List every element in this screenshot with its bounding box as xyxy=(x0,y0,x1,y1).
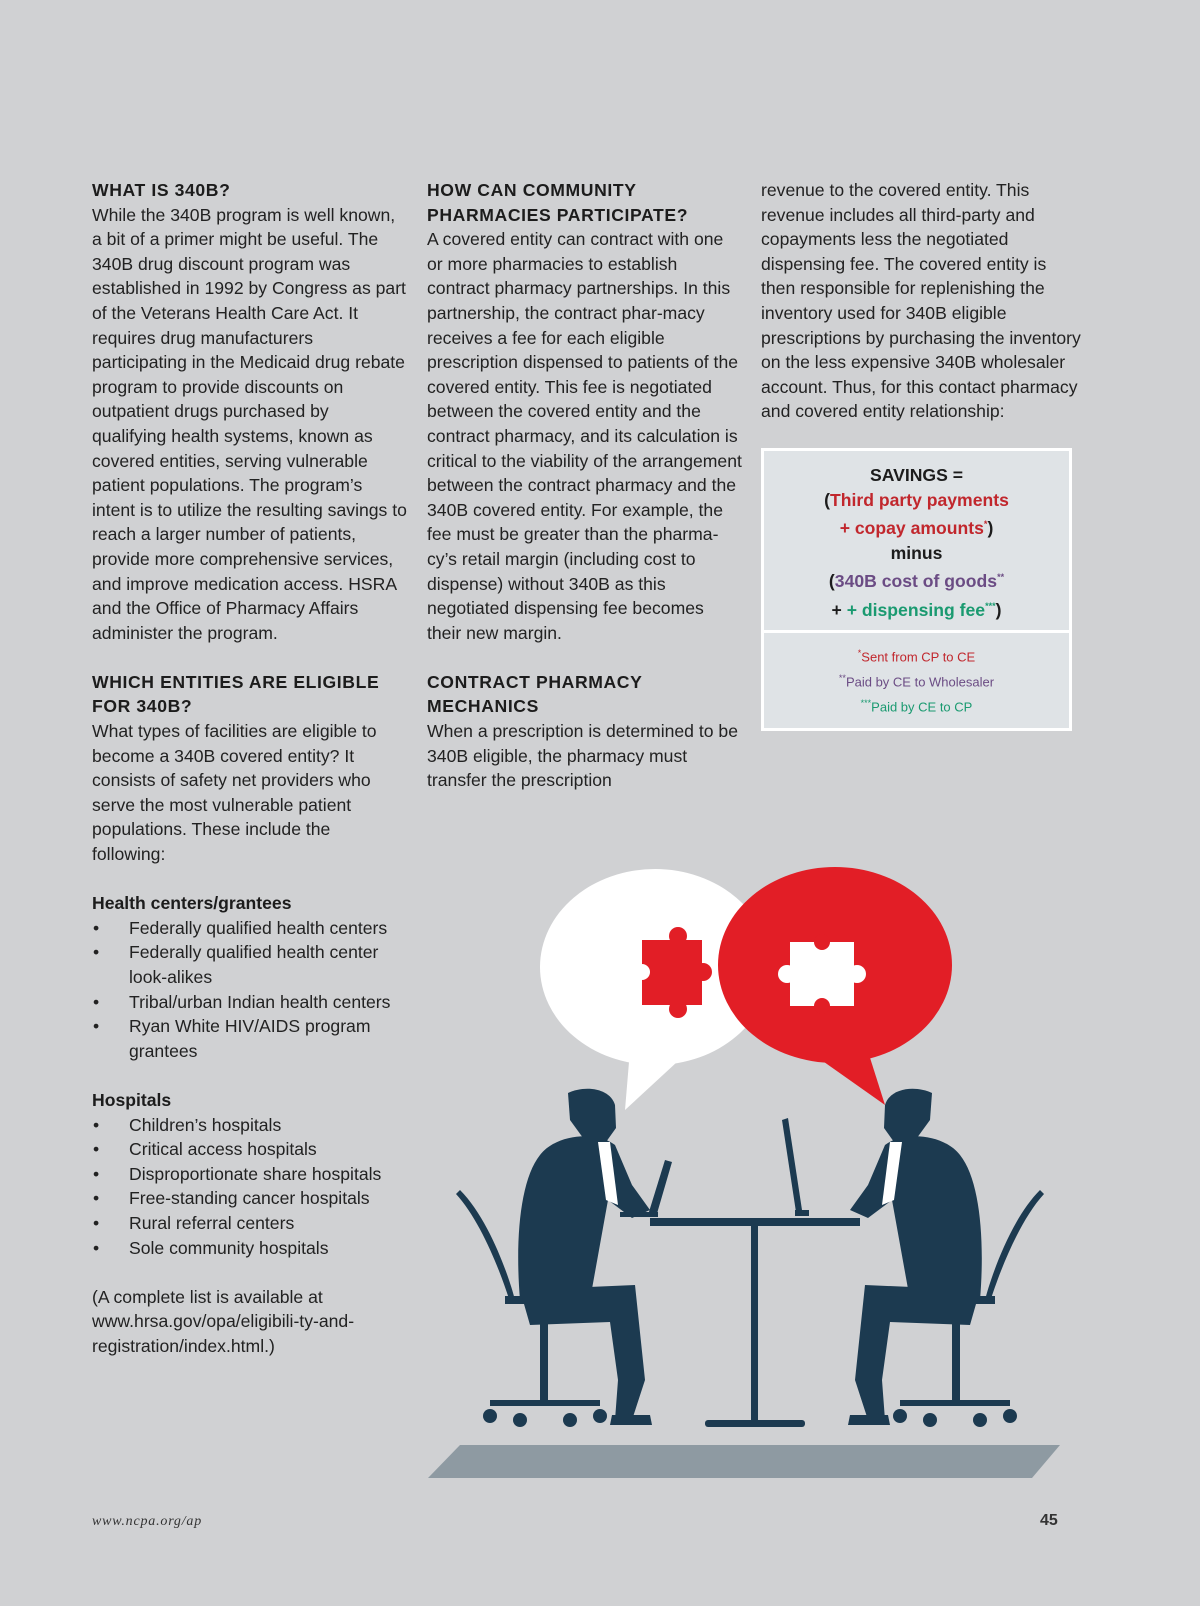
monitor-right xyxy=(782,1118,809,1216)
savings-formula: SAVINGS = (Third party payments + copay amounts*) minus (340B cost of goods** + + dispensing fee***) xyxy=(764,451,1069,630)
footnote-2: **Paid by CE to Wholesaler xyxy=(838,672,995,690)
white-puzzle-piece-icon xyxy=(778,934,866,1014)
footer-url: www.ncpa.org/ap xyxy=(92,1514,203,1529)
list-item: • Sole community hospitals xyxy=(92,1236,407,1261)
column-2 xyxy=(427,178,742,793)
health-centers-heading: Health centers/grantees xyxy=(92,893,292,914)
heading-what-is-340b: WHAT IS 340B? xyxy=(92,180,231,200)
column-1 xyxy=(92,178,407,1359)
heading-which-entities: WHICH ENTITIES ARE ELIGIBLE FOR 340B? xyxy=(92,671,380,717)
formula-dispensing-fee: + dispensing fee xyxy=(846,599,986,620)
footnote-1: *Sent from CP to CE xyxy=(857,648,976,665)
list-item: • Tribal/urban Indian health centers xyxy=(92,990,407,1015)
list-item: • Disproportionate share hospitals xyxy=(92,1162,407,1187)
bullet-icon: • xyxy=(93,942,100,963)
bullet-icon: • xyxy=(93,1139,100,1160)
paragraph-what-is-340b: While the 340B program is well known, a bit of a primer might be useful. The 340B drug discount program was established in 1992 by Congress as part of the Veterans Health Care Act. It requires drug manufacturers participating in the Medicaid drug rebate program to provide discounts on outpatient drugs purchased by qualifying health systems, known as covered entities, serving vulnerable patient populations. The program’s intent is to utilize the resulting savings to reach a larger number of patients, provide more comprehensive services, and improve medication access. HSRA and the Office of Pharmacy Affairs administer the program. xyxy=(92,204,407,643)
formula-cost-of-goods: 340B cost of goods xyxy=(834,571,998,592)
list-item: • Children’s hospitals xyxy=(92,1113,407,1138)
table xyxy=(650,1218,860,1427)
bullet-icon: • xyxy=(93,1237,100,1258)
footnote-3: ***Paid by CE to CP xyxy=(860,697,973,715)
floor-shadow xyxy=(428,1445,1060,1478)
column-3 xyxy=(761,178,1081,731)
bullet-icon: • xyxy=(93,917,100,938)
man-left xyxy=(518,1089,652,1425)
savings-formula-box xyxy=(761,448,1072,731)
bullet-icon: • xyxy=(93,1163,100,1184)
heading-contract-pharmacy-mechanics: CONTRACT PHARMACY MECHANICS xyxy=(427,671,643,717)
paragraph-community-pharmacies: A covered entity can contract with one or more pharmacies to establish contract pharmacy partnerships. In this partnership, the contract phar-macy receives a fee for each eligible prescription dispensed to patients of the covered entity. This fee is negotiated between the covered entity and the contract pharmacy, and its calculation is critical to the viability of the arrangement between the contract pharmacy and the 340B covered entity. For example, the fee must be greater than the pharma-cy’s retail margin (including cost to dispense) without 340B as this negotiated dispensing fee becomes their new margin. xyxy=(427,229,742,643)
hospitals-heading: Hospitals xyxy=(92,1089,172,1110)
formula-title: SAVINGS = xyxy=(869,464,964,485)
list-item: • Federally qualified health center look-alikes xyxy=(93,942,379,987)
formula-third-party-payments: Third party payments xyxy=(829,489,1009,510)
bullet-icon: • xyxy=(93,1016,100,1037)
formula-minus: minus xyxy=(890,542,943,563)
paragraph-revenue: revenue to the covered entity. This revenue includes all third-party and copayments less the negotiated dispensing fee. The covered entity is then responsible for replenishing the inventory used for 340B eligible prescriptions by purchasing the inventory on the less expensive 340B wholesaler account. Thus, for this contact pharmacy and covered entity relationship: xyxy=(761,180,1081,422)
formula-footnotes xyxy=(764,630,1069,727)
paragraph-contract-pharmacy-mechanics: When a prescription is determined to be 340B eligible, the pharmacy must transfer the prescription xyxy=(427,721,738,791)
formula-copay-amounts: + copay amounts xyxy=(839,517,984,538)
page-number: 45 xyxy=(1040,1512,1058,1529)
bullet-icon: • xyxy=(93,1114,100,1135)
list-item: • Critical access hospitals xyxy=(92,1137,407,1162)
hospitals-list xyxy=(92,1113,407,1261)
health-centers-list xyxy=(92,916,407,1064)
negotiation-illustration xyxy=(420,860,1080,1485)
list-item: • Free-standing cancer hospitals xyxy=(92,1186,407,1211)
list-item: • Ryan White HIV/AIDS program grantees xyxy=(93,1016,371,1061)
bullet-icon: • xyxy=(93,1188,100,1209)
red-puzzle-piece-icon xyxy=(634,927,712,1018)
list-item: • Rural referral centers xyxy=(92,1211,407,1236)
heading-community-pharmacies: HOW CAN COMMUNITY PHARMACIES PARTICIPATE? xyxy=(427,180,689,225)
bullet-icon: • xyxy=(93,991,100,1012)
bullet-icon: • xyxy=(93,1212,100,1233)
eligibility-list-note: (A complete list is available at www.hrsa.gov/opa/eligibili-ty-and-registration/index.html.) xyxy=(92,1286,355,1356)
paragraph-which-entities: What types of facilities are eligible to become a 340B covered entity? It consists of safety net providers who serve the most vulnerable patient populations. These include the following: xyxy=(92,721,377,865)
man-right xyxy=(848,1089,982,1425)
list-item: • Federally qualified health centers xyxy=(92,916,407,941)
